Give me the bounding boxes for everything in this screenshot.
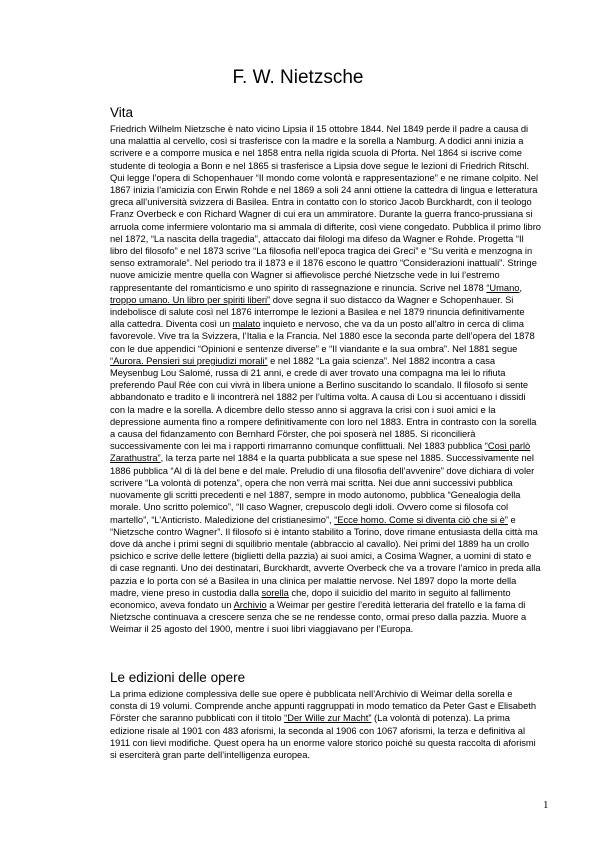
text-segment: arruola come infermiere volontario ma si ammala di difterite, così viene congedato. Pubblica il primo libro (110, 221, 541, 232)
text-line (110, 712, 546, 724)
text-link[interactable]: Archivio (233, 599, 267, 610)
text-line (110, 526, 546, 538)
section-paragraph (110, 123, 546, 636)
text-segment: depressione aumenta fino a rompere definitivamente con loro nel 1883. Entra in contrasto con la sorella (110, 416, 537, 427)
section-vita (110, 104, 546, 636)
text-line (110, 160, 546, 172)
text-line (110, 147, 546, 159)
text-line (110, 465, 546, 477)
text-line (110, 725, 546, 737)
text-segment: a Weimar per gestire l’eredità letteraria del fratello e la fama di (266, 599, 526, 610)
text-segment: greca all’università svizzera di Basilea. Entra in contatto con lo storico Jacob Burckhardt, con il teologo (110, 197, 532, 208)
text-line (110, 514, 546, 526)
text-segment: Förster che saranno pubblicati con il titolo (110, 713, 285, 724)
text-segment: favorevole. Vive tra la Svizzera, l’Italia e la Francia. Nel 1880 esce la seconda parte dell’opera del 1878 (110, 331, 535, 342)
text-segment: madre, viene preso in custodia dalla (110, 587, 262, 598)
text-segment: La prima edizione complessiva delle sue opere è pubblicata nell’Archivio di Weimar della sorella e (110, 689, 513, 699)
text-segment: dove segna il suo distacco da Wagner e Schopenhauer. Si (270, 294, 514, 305)
text-segment: scrivere “La volontà di potenza”, opera che non verrà mai scritta. Nei due anni successivi pubblica (110, 477, 513, 488)
text-line (110, 440, 546, 452)
text-segment: (La volontà di potenza). La prima (371, 713, 510, 724)
text-line (110, 172, 546, 184)
text-line (110, 343, 546, 355)
text-segment: scrivere e a comporre musica e nel 1858 entra nella rigida scuola di Pforta. Nel 1864 si iscrive come (110, 148, 522, 159)
text-line (110, 562, 546, 574)
text-line (110, 379, 546, 391)
text-line (110, 575, 546, 587)
text-line (110, 391, 546, 403)
text-segment: e (507, 514, 516, 525)
text-line (110, 257, 546, 269)
text-line (110, 367, 546, 379)
text-segment: Qui legge l’opera di Schopenhauer “Il mondo come volontà e rappresentazione” e ne rimane colpito. Nel (110, 172, 539, 183)
text-segment: alla cattedra. Diventa così un (110, 319, 233, 330)
text-segment: martello”, “L’Anticristo. Maledizione del cristianesimo”, (110, 514, 335, 525)
text-segment: dove dà anche i primi segni di squilibrio mentale (abbraccio al cavallo). Nei primi del 1889 ha un crollo (110, 538, 530, 549)
text-line (110, 294, 546, 306)
text-segment: inquieto e nervoso, che va da un posto all’altro in cerca di clima (260, 319, 524, 330)
text-segment: Nietzsche continuava a crescere senza che se ne rendesse conto, ormai preso dalla pazzia. Muore a (110, 612, 527, 623)
text-link[interactable]: “Ecce homo. Come si diventa ciò che si è” (334, 514, 508, 525)
text-line (110, 196, 546, 208)
text-segment: che, dopo il suicidio del marito in seguito al fallimento (288, 587, 511, 598)
text-line (110, 587, 546, 599)
text-segment: edizione risale al 1901 con 483 aforismi, la seconda al 1906 con 1067 aforismi, la terza e definitiva al (110, 725, 526, 736)
text-line (110, 623, 546, 635)
text-segment: e nel 1882 “La gaia scienza”. Nel 1882 incontra a casa (267, 355, 496, 366)
text-segment: abbandonato e tradito e li incontrerà nel 1882 per l’ultima volta. A causa di Lou si accentuano i dissidi (110, 392, 526, 403)
text-line (110, 599, 546, 611)
text-segment: pazzia e lo porta con sé a Basilea in una clinica per malattie nervose. Nel 1897 dopo la morte della (110, 575, 517, 586)
text-segment: nuovamente gli scritti precedenti e nel 1887, sempre in modo autonomo, pubblica “Genealogia della (110, 490, 521, 501)
text-line (110, 477, 546, 489)
text-line (110, 489, 546, 501)
text-line (110, 538, 546, 550)
text-line (110, 318, 546, 330)
text-segment: 1886 pubblica “Al di là del bene e del male. Preludio di una filosofia dell’avvenire” dove dichiara di voler (110, 465, 535, 476)
text-segment: Franz Overbeck e con Richard Wagner di cui era un ammiratore. Durante la guerra franco-prussiana si (110, 209, 533, 220)
text-line (110, 282, 546, 294)
text-segment: studente di teologia a Bonn e nel 1865 si trasferisce a Lipsia dove segue le lezioni di Friedrich Ritschl. (110, 160, 530, 171)
text-segment: Meysenbug Lou Salomé, russa di 21 anni, e crede di aver trovato una compagna ma lei lo rifiuta (110, 368, 506, 379)
text-line (110, 233, 546, 245)
text-segment: , la terza parte nel 1884 e la quarta pubblicata a sue spese nel 1885. Successivamente nel (160, 453, 534, 464)
text-line (110, 404, 546, 416)
text-line (110, 135, 546, 147)
text-line (110, 550, 546, 562)
text-segment: morale. Uno scritto polemico”, “Il caso Wagner, crepuscolo degli idoli. Ovvero come si filosofa col (110, 502, 509, 513)
section-paragraph (110, 688, 546, 761)
text-segment: 1867 inizia l’amicizia con Erwin Rohde e nel 1869 a soli 24 anni ottiene la cattedra di lingua e letteratura (110, 185, 538, 196)
text-segment: indebolisce di salute così nel 1876 interrompe le lezioni a Basilea e nel 1879 rinuncia definitivamente (110, 307, 525, 318)
text-line (110, 700, 546, 712)
text-line (110, 428, 546, 440)
text-link[interactable]: “Umano, (486, 282, 523, 293)
text-line (110, 749, 546, 761)
text-segment: nel 1872, “La nascita della tragedia”, attaccato dai filologi ma difeso da Wagner e Rohde. Progetta “Il (110, 233, 524, 244)
text-segment: senso extramorale”. Nel periodo tra il 1873 e il 1876 escono le quattro “Considerazioni inattuali”. Stringe (110, 258, 537, 269)
text-line (110, 501, 546, 513)
text-line (110, 221, 546, 233)
text-line (110, 611, 546, 623)
text-line (110, 269, 546, 281)
text-segment: Weimar il 25 agosto del 1900, mentre i suoi libri viaggiavano per l’Europa. (110, 624, 414, 635)
text-segment: una malattia al cervello, così si trasferisce con la madre e la sorella a Namburg. A dodici anni inizia a (110, 136, 524, 147)
text-segment: Friedrich Wilhelm Nietzsche è nato vicino Lipsia il 15 ottobre 1844. Nel 1849 perde il padre a causa di (110, 124, 529, 134)
text-line (110, 416, 546, 428)
text-segment: libro del filosofo” e nel 1873 scrive “La filosofia nell’epoca tragica dei Greci” e “Su verità e menzogna in (110, 246, 533, 257)
text-line (110, 452, 546, 464)
text-line (110, 688, 546, 700)
text-segment: rappresentante del romanticismo e uno spirito di rassegnazione e rinuncia. Scrive nel 1878 (110, 282, 487, 293)
text-segment: con le due appendici “Opinioni e sentenze diverse” e “Il viandante e la sua ombra”. Nel 1881 segue (110, 343, 518, 354)
text-segment: preferendo Paul Rée con cui vivrà in libera unione a Berlino suscitando lo scandalo. Il filosofo si sente (110, 380, 529, 391)
section-heading: Le edizioni delle opere (110, 670, 246, 685)
text-segment: successivamente con lei ma i rapporti rimarranno comunque conflittuali. Nel 1883 pubblica (110, 441, 485, 452)
text-segment: consta di 19 volumi. Comprende anche appunti raggruppati in modo tematico da Peter Gast e Elisabeth (110, 701, 537, 712)
page-number: 1 (543, 799, 549, 811)
text-link[interactable]: Zarathustra” (110, 453, 161, 464)
text-segment: psichico e scrive delle lettere (biglietti della pazzia) ai suoi amici, a Cosima Wagner, a uomini di stato e (110, 551, 532, 562)
text-segment: “Nietzsche contro Wagner”. Il filosofo si è intanto stabilito a Torino, dove rimane entusiasta della città ma (110, 526, 538, 537)
text-segment: con la madre e la sorella. A dicembre dello stesso anno si aggrava la crisi con i suoi amici e la (110, 404, 496, 415)
document-title: F. W. Nietzsche (232, 67, 364, 88)
text-line (110, 208, 546, 220)
text-line (110, 355, 546, 367)
text-link[interactable]: troppo umano. Un libro per spiriti liberi” (110, 294, 271, 305)
text-segment: economico, aveva fondato un (110, 599, 234, 610)
section-heading: Vita (110, 105, 134, 120)
text-segment: a causa del fidanzamento con Bernhard Förster, che poi sposerà nel 1885. Si riconcilierà (110, 429, 476, 440)
text-link[interactable]: “Aurora. Pensieri sui pregiudizi morali” (110, 355, 268, 366)
text-segment: si eserciterà gran parte dell’intelligenza europea. (110, 750, 310, 761)
text-link[interactable]: “Così parlò (484, 441, 531, 452)
text-line (110, 245, 546, 257)
text-line (110, 737, 546, 749)
text-segment: nuove amicizie mentre quella con Wagner si affievolisce perché Nietzsche vede in lui l’estremo (110, 270, 500, 281)
text-segment: di case regnanti. Uno dei destinatari, Burckhardt, avverte Overbeck che va a trovare l’amico in preda alla (110, 563, 541, 574)
text-line (110, 123, 546, 135)
text-segment: 1911 con lievi modifiche. Quest opera ha un enorme valore storico poiché su questa raccolta di aforismi (110, 737, 536, 748)
text-link[interactable]: “Der Wille zur Macht” (284, 713, 372, 724)
text-link[interactable]: malato (232, 319, 261, 330)
text-line (110, 306, 546, 318)
text-link[interactable]: sorella (261, 587, 289, 598)
section-edizioni (110, 669, 546, 761)
text-line (110, 330, 546, 342)
text-line (110, 184, 546, 196)
